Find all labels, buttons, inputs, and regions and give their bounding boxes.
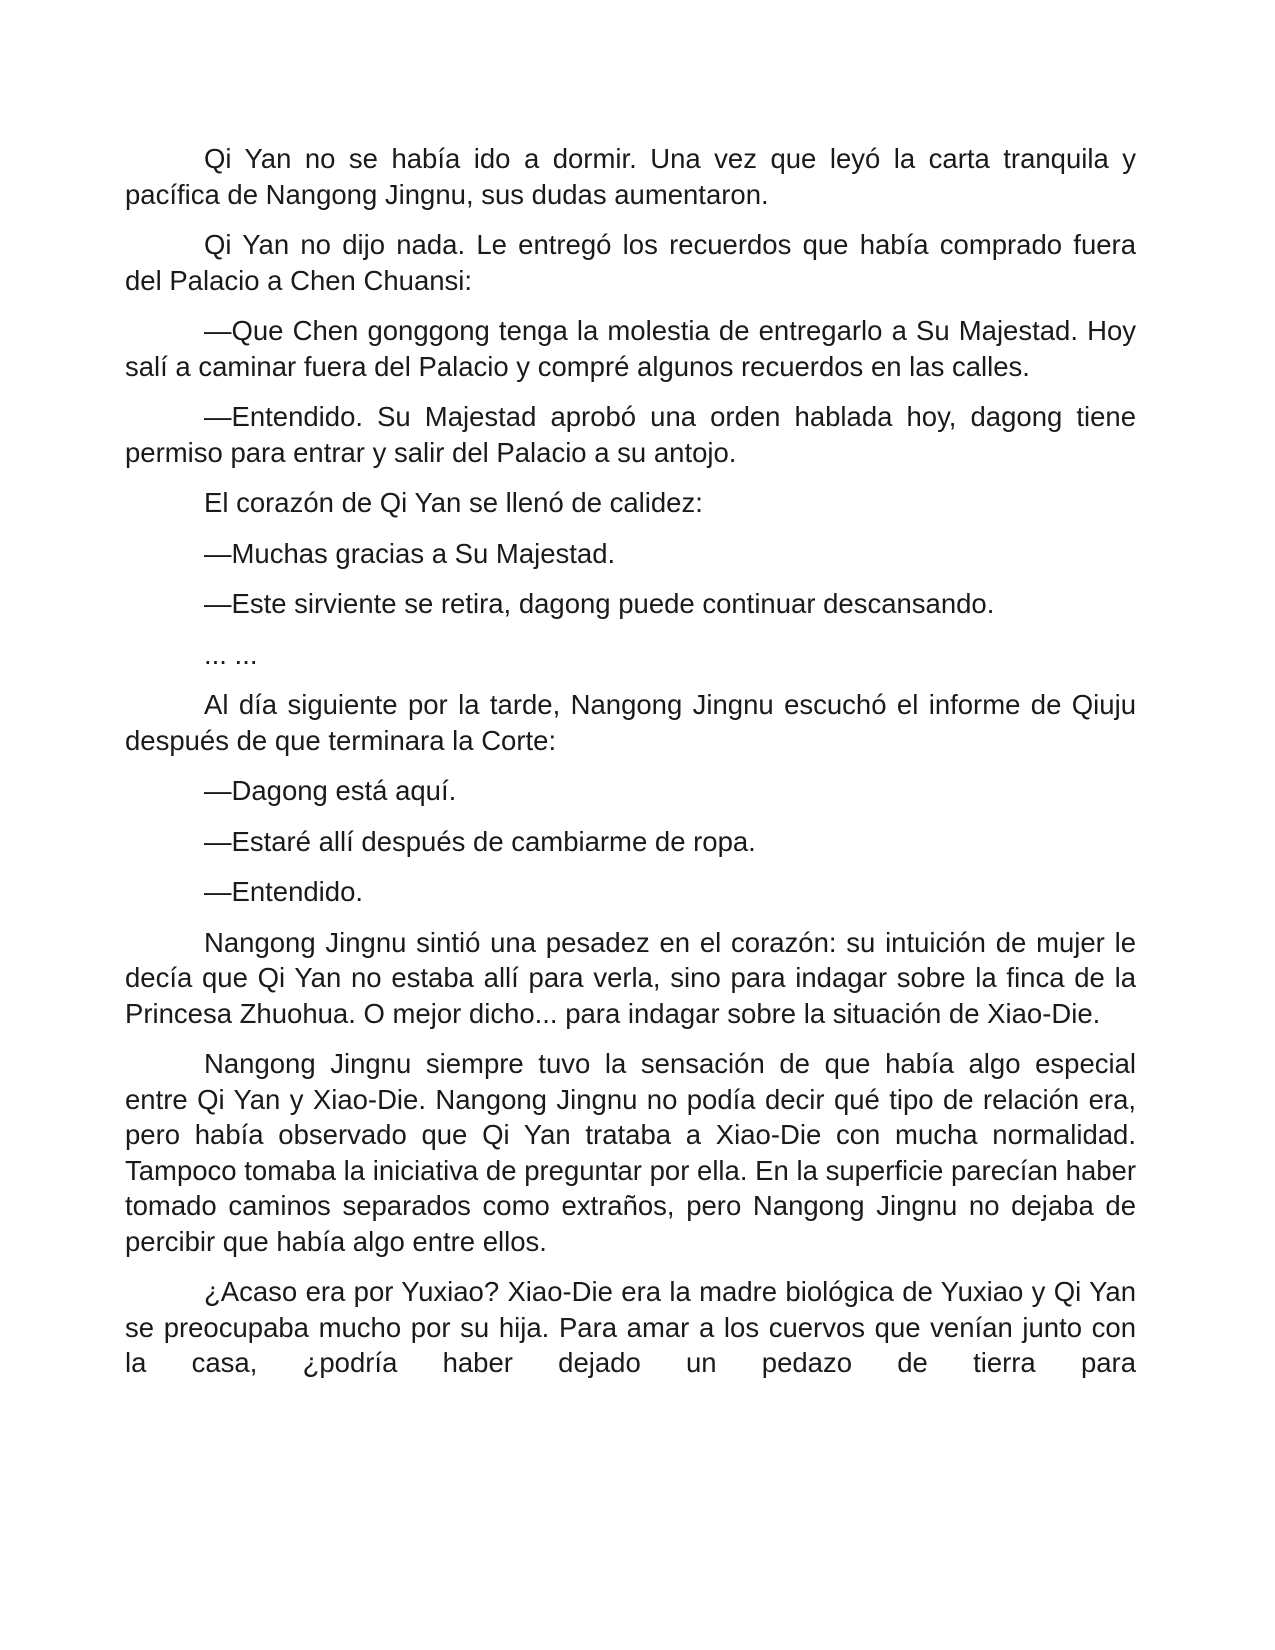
- scene-break: ... ...: [204, 638, 258, 670]
- document-page: [125, 141, 1136, 1381]
- paragraph: —Que Chen gonggong tenga la molestia de entregarlo a Su Majestad. Hoy salí a caminar fuera del Palacio y compré algunos recuerdos en las calles.: [125, 315, 1136, 382]
- paragraph: —Dagong está aquí.: [204, 775, 457, 806]
- paragraph: —Entendido. Su Majestad aprobó una orden hablada hoy, dagong tiene permiso para entrar y salir del Palacio a su antojo.: [125, 401, 1136, 468]
- paragraph: Nangong Jingnu sintió una pesadez en el corazón: su intuición de mujer le decía que Qi Yan no estaba allí para verla, sino para indagar sobre la finca de la Princesa Zhuohua. O mejor dicho... para indagar sobre la situación de Xiao-Die.: [125, 926, 1136, 1029]
- paragraph: El corazón de Qi Yan se llenó de calidez:: [204, 487, 703, 518]
- paragraph: Nangong Jingnu siempre tuvo la sensación de que había algo especial entre Qi Yan y Xiao-Die. Nangong Jingnu no podía decir qué tipo de relación era, pero había observado que Qi Yan trataba a Xiao-Die con mucha normalidad. Tampoco tomaba la iniciativa de preguntar por ella. En la superficie parecían haber tomado caminos separados como extraños, pero Nangong Jingnu no dejaba de percibir que había algo entre ellos.: [125, 1048, 1136, 1257]
- paragraph: Qi Yan no se había ido a dormir. Una vez que leyó la carta tranquila y pacífica de Nangong Jingnu, sus dudas aumentaron.: [125, 143, 1136, 210]
- paragraph: —Este sirviente se retira, dagong puede continuar descansando.: [204, 588, 995, 619]
- paragraph: —Muchas gracias a Su Majestad.: [204, 537, 616, 569]
- paragraph: —Estaré allí después de cambiarme de ropa.: [204, 825, 756, 857]
- paragraph: Qi Yan no dijo nada. Le entregó los recuerdos que había comprado fuera del Palacio a Chen Chuansi:: [125, 229, 1136, 296]
- paragraph: ¿Acaso era por Yuxiao? Xiao-Die era la madre biológica de Yuxiao y Qi Yan se preocupaba mucho por su hija. Para amar a los cuervos que venían junto con la casa, ¿podría haber dejado un pedazo de tierra para: [125, 1276, 1136, 1378]
- paragraph: Al día siguiente por la tarde, Nangong Jingnu escuchó el informe de Qiuju después de que terminara la Corte:: [125, 689, 1136, 756]
- paragraph: —Entendido.: [204, 876, 363, 907]
